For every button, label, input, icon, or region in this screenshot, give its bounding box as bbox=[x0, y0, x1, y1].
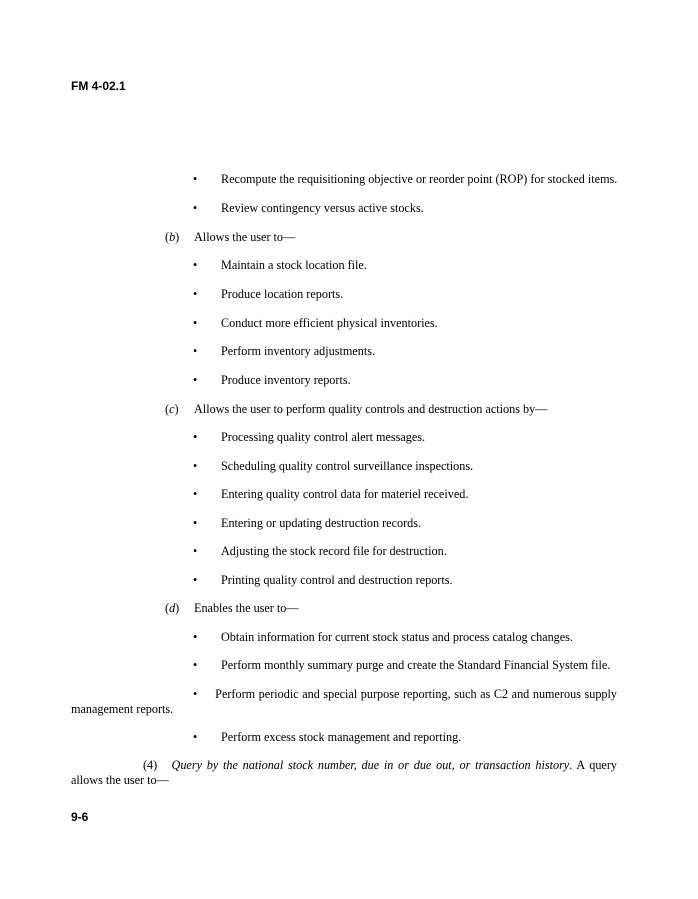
list-item: Perform inventory adjustments. bbox=[221, 344, 376, 358]
list-item-text: Perform periodic and special purpose reporting, such as C2 and numerous supply management reports. bbox=[71, 687, 617, 716]
list-item: Conduct more efficient physical inventories. bbox=[221, 316, 438, 330]
list-item: Entering quality control data for materiel received. bbox=[221, 487, 469, 501]
item-b-label: (b) bbox=[165, 230, 180, 244]
list-item: Printing quality control and destruction reports. bbox=[221, 573, 453, 587]
bullet-icon: • bbox=[193, 487, 198, 501]
page-header: FM 4-02.1 bbox=[71, 79, 126, 93]
item-b-text: Allows the user to— bbox=[194, 230, 296, 244]
item-d-label: (d) bbox=[165, 601, 180, 615]
list-item: Perform excess stock management and reporting. bbox=[221, 730, 462, 744]
bullet-icon: • bbox=[193, 287, 198, 301]
item-letter: d bbox=[169, 601, 176, 615]
bullet-icon: • bbox=[193, 687, 198, 701]
item-c-label: (c) bbox=[165, 402, 179, 416]
bullet-icon: • bbox=[193, 316, 198, 330]
bullet-icon: • bbox=[193, 544, 198, 558]
bullet-icon: • bbox=[193, 573, 198, 587]
list-item: Maintain a stock location file. bbox=[221, 258, 367, 272]
bullet-icon: • bbox=[193, 258, 198, 272]
list-item-wrapped bbox=[71, 687, 617, 717]
list-item: Entering or updating destruction records. bbox=[221, 516, 422, 530]
bullet-icon: • bbox=[193, 516, 198, 530]
bullet-icon: • bbox=[193, 430, 198, 444]
paragraph-4 bbox=[71, 758, 617, 788]
bullet-icon: • bbox=[193, 172, 198, 186]
paragraph-text: . A query allows the user to— bbox=[71, 758, 617, 787]
bullet-icon: • bbox=[193, 373, 198, 387]
bullet-icon: • bbox=[193, 658, 198, 672]
bullet-icon: • bbox=[193, 201, 198, 215]
list-item: Processing quality control alert messages. bbox=[221, 430, 426, 444]
list-item: Produce inventory reports. bbox=[221, 373, 351, 387]
list-item: Recompute the requisitioning objective or reorder point (ROP) for stocked items. bbox=[221, 172, 618, 186]
item-c-text: Allows the user to perform quality controls and destruction actions by— bbox=[194, 402, 548, 416]
list-item: Produce location reports. bbox=[221, 287, 344, 301]
list-item: Perform monthly summary purge and create the Standard Financial System file. bbox=[221, 658, 611, 672]
list-item: Review contingency versus active stocks. bbox=[221, 201, 424, 215]
item-letter: b bbox=[169, 230, 176, 244]
item-d-text: Enables the user to— bbox=[194, 601, 299, 615]
list-item: Adjusting the stock record file for destruction. bbox=[221, 544, 447, 558]
item-letter: c bbox=[169, 402, 175, 416]
bullet-icon: • bbox=[193, 344, 198, 358]
list-item: Scheduling quality control surveillance inspections. bbox=[221, 459, 474, 473]
list-item: Obtain information for current stock status and process catalog changes. bbox=[221, 630, 573, 644]
paragraph-title: Query by the national stock number, due in or due out, or transaction history bbox=[171, 758, 570, 772]
page-number: 9-6 bbox=[71, 810, 89, 824]
bullet-icon: • bbox=[193, 630, 198, 644]
bullet-icon: • bbox=[193, 730, 198, 744]
paragraph-number: (4) bbox=[143, 758, 158, 772]
bullet-icon: • bbox=[193, 459, 198, 473]
